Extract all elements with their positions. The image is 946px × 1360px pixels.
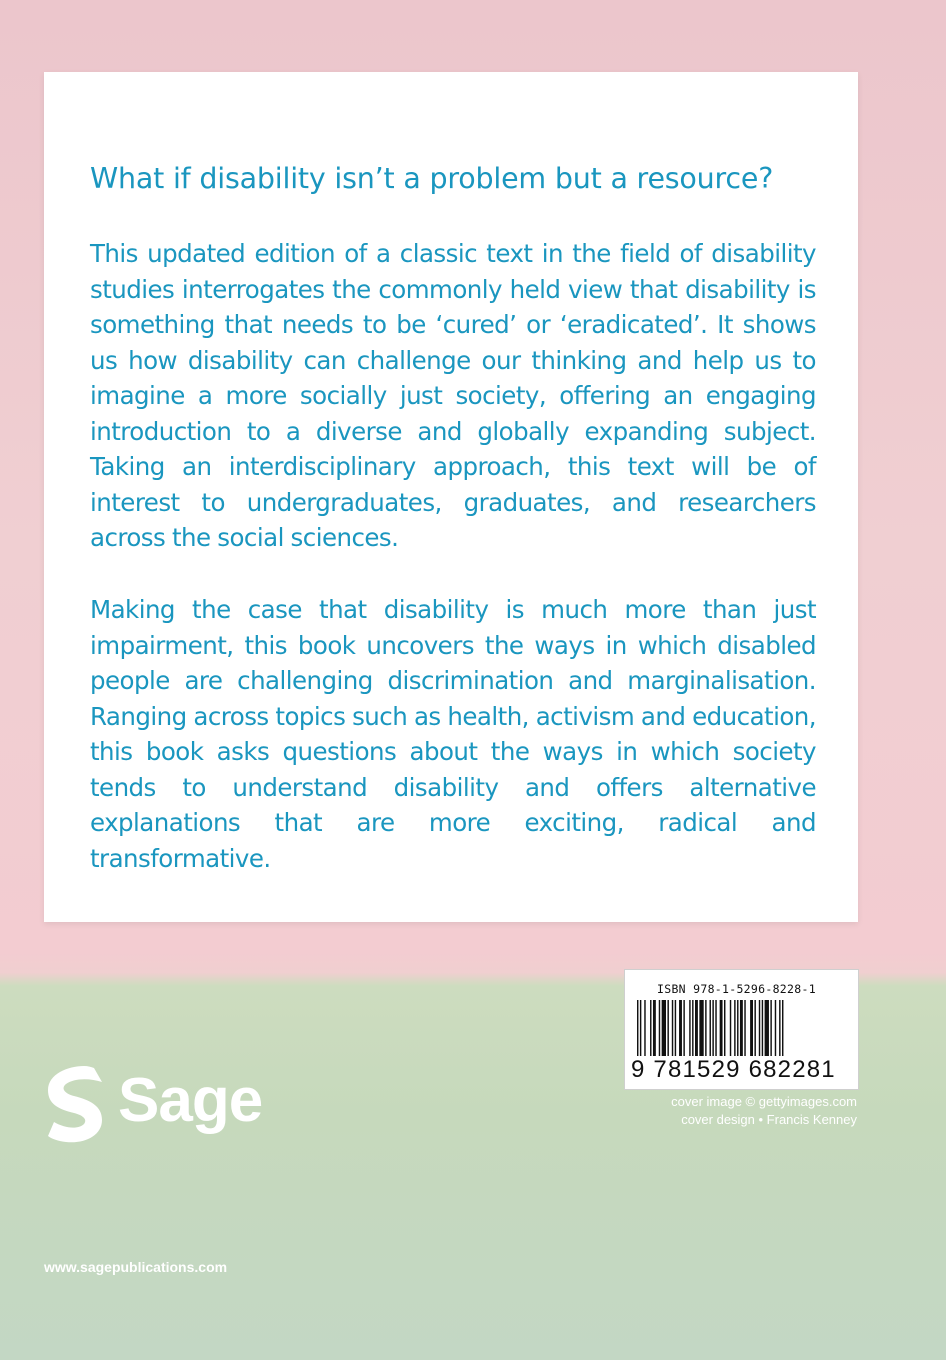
blurb-paragraph-1: This updated edition of a classic text in the field of disability studies interrogates the commonly held view that disability is something that needs to be ‘cured’ or ‘eradicated’. It shows us how disability can challenge our thinking and help us to imagine a more socially just society, offering an engaging introduction to a diverse and globally expanding subject. Taking an interdisciplinary approach, this text will be of interest to undergraduates, graduates, and researchers across the social sciences. bbox=[90, 239, 816, 552]
cover-image-credit: cover image © gettyimages.com bbox=[671, 1094, 857, 1109]
blurb-headline: What if disability isn’t a problem but a resource? bbox=[90, 162, 774, 195]
isbn-label: ISBN 978-1-5296-8228-1 bbox=[657, 982, 816, 996]
blurb-paragraph-2: Making the case that disability is much more than just impairment, this book uncovers the ways in which disabled people are challenging discrimination and marginalisation. Ranging across topics such as health, activism and education, this book asks questions about the ways in which society tends to understand disability and offers alternative explanations that are more exciting, radical and transformative. bbox=[90, 595, 816, 873]
barcode-digits: 9 781529 682281 bbox=[631, 1056, 836, 1083]
blurb-panel bbox=[44, 72, 858, 922]
cover-design-credit: cover design • Francis Kenney bbox=[681, 1112, 857, 1127]
sage-wordmark: Sage bbox=[118, 1066, 263, 1135]
sage-s-icon bbox=[44, 1064, 106, 1144]
isbn-barcode bbox=[624, 969, 859, 1090]
publisher-url[interactable]: www.sagepublications.com bbox=[44, 1259, 228, 1275]
sage-logo bbox=[44, 1060, 304, 1150]
